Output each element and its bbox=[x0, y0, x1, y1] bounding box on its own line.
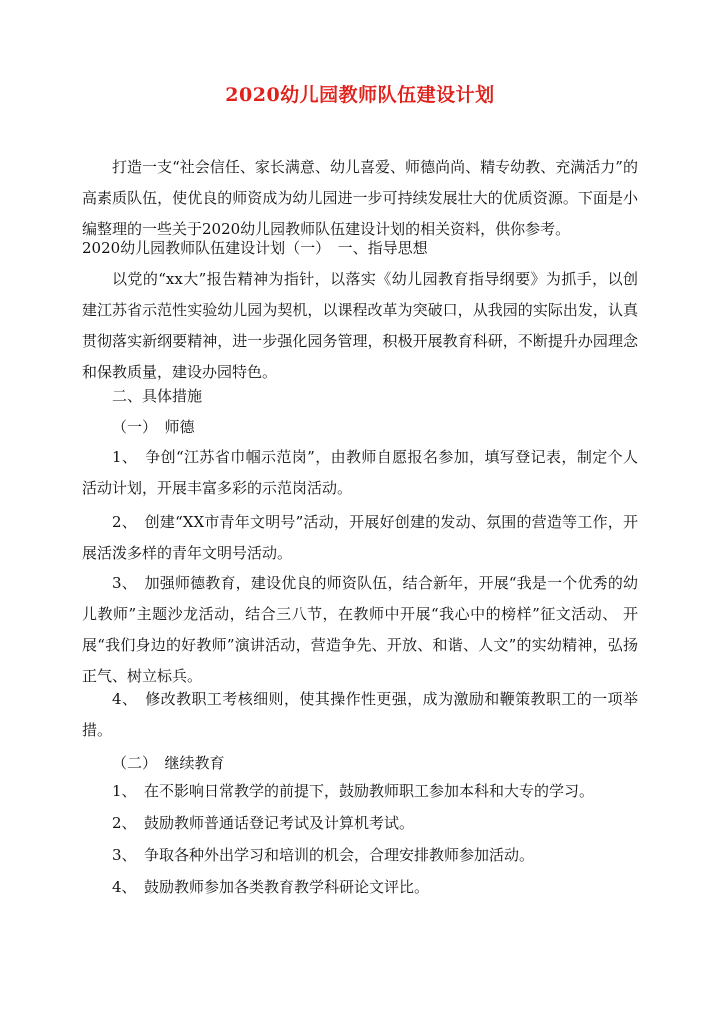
education-item-3: 3、 争取各种外出学习和培训的机会，合理安排教师参加活动。 bbox=[112, 846, 535, 864]
section-heading-measures: 二、具体措施 bbox=[112, 387, 203, 405]
education-item-4: 4、 鼓励教师参加各类教育教学科研论文评比。 bbox=[112, 878, 430, 896]
guiding-thought-paragraph: 以党的“xx大”报告精神为指针，以落实《幼儿园教育指导纲要》为抓手，以创建江苏省示范性实验幼儿园为契机，以课程改革为突破口，从我园的实际出发，认真贯彻落实新纲要精神，进一步强化园务管理，积极开展教育科研，不断提升办园理念和保教质量，建设办园特色。 bbox=[82, 270, 638, 381]
ethics-item-1: 1、 争创“江苏省巾帼示范岗”，由教师自愿报名参加，填写登记表，制定个人 活动计划，开展丰富多彩的示范岗活动。 bbox=[82, 448, 638, 497]
education-item-2: 2、 鼓励教师普通话登记考试及计算机考试。 bbox=[112, 814, 415, 832]
education-item-1: 1、 在不影响日常教学的前提下，鼓励教师职工参加本科和大专的学习。 bbox=[112, 782, 595, 800]
subsection-heading-education: （二） 继续教育 bbox=[112, 754, 225, 772]
ethics-item-3: 3、 加强师德教育，建设优良的师资队伍，结合新年，开展“我是一个优秀的幼 儿教师”主题沙龙活动，结合三八节，在教师中开展“我心中的榜样”征文活动、 开展“我们身边的好教师”演讲活动，营造争先、开放、和谐、人文”的实幼精神，弘扬正气、树立标兵。 bbox=[82, 574, 638, 685]
intro-paragraph: 打造一支“社会信任、家长满意、幼儿喜爱、师德尚尚、精专幼教、充满活力”的高素质队伍，使优良的师资成为幼儿园进一步可持续发展壮大的优质资源。下面是小编整理的一些关于2020幼儿园教师队伍建设计划的相关资料，供你参考。 bbox=[82, 158, 638, 238]
plan-heading: 2020幼儿园教师队伍建设计划（一） 一、指导思想 bbox=[82, 239, 428, 257]
ethics-item-4: 4、 修改教职工考核细则，使其操作性更强，成为激励和鞭策教职工的一项举措。 bbox=[82, 690, 638, 739]
subsection-heading-ethics: （一） 师德 bbox=[112, 418, 195, 436]
document-title: 2020幼儿园教师队伍建设计划 bbox=[225, 84, 495, 106]
ethics-item-2: 2、 创建“XX市青年文明号”活动，开展好创建的发动、氛围的营造等工作，开展活泼多样的青年文明号活动。 bbox=[82, 513, 638, 562]
